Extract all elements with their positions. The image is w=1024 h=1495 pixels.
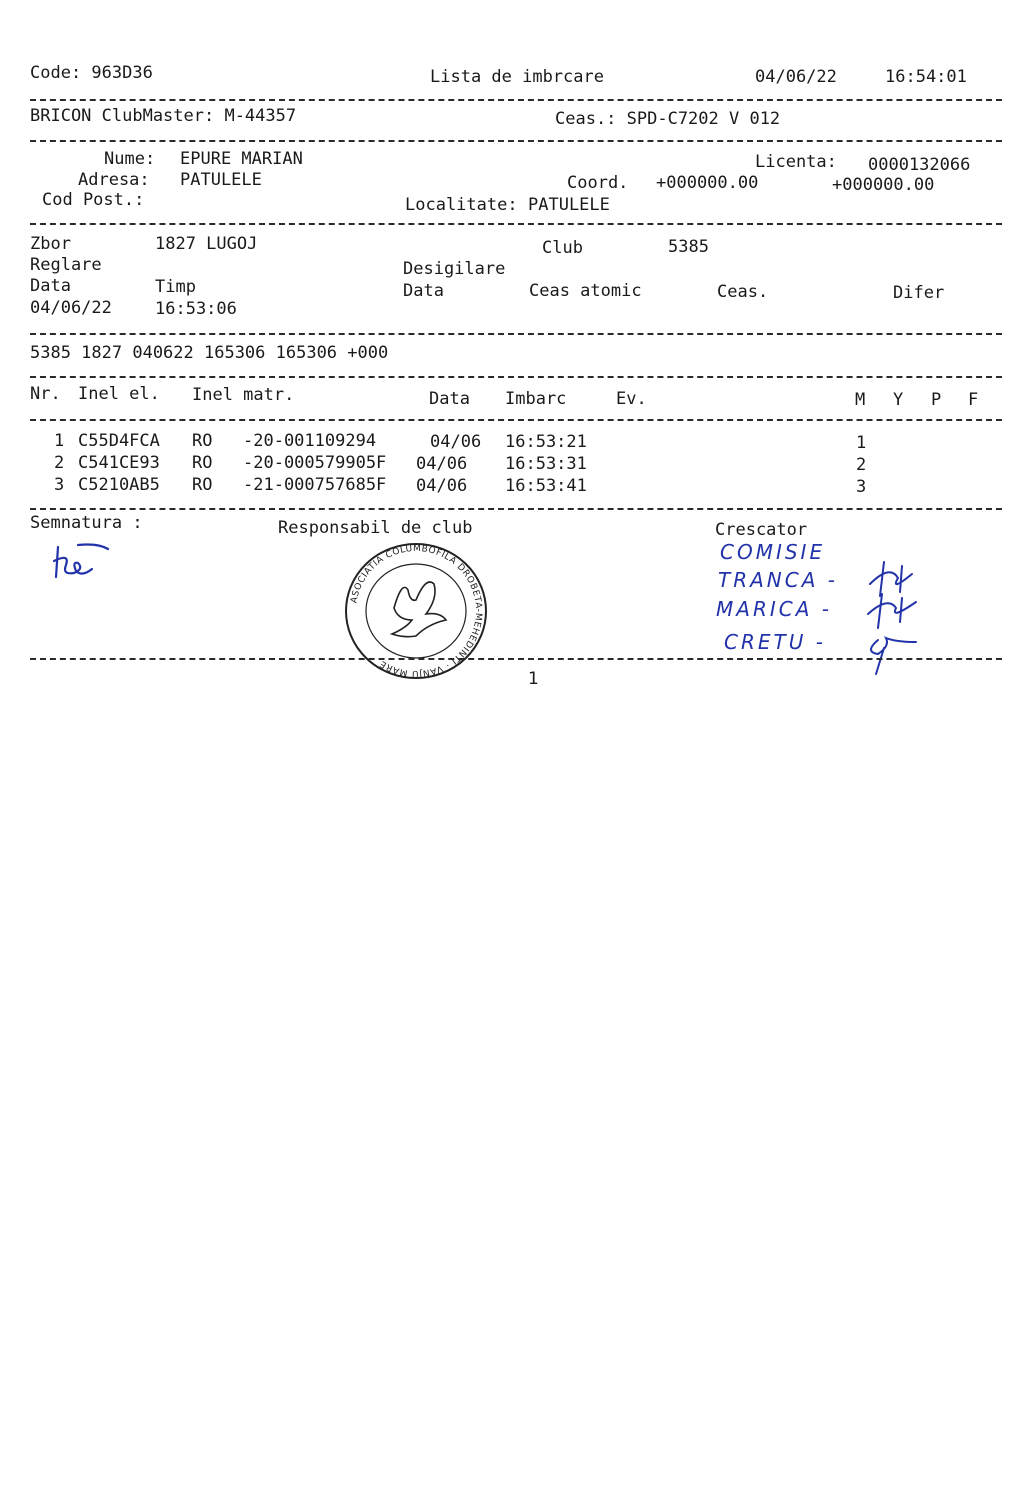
coord-x: +000000.00 (656, 173, 759, 193)
row-country: RO (192, 453, 213, 473)
reglare-date: 04/06/22 (30, 298, 112, 318)
col-y: Y (893, 390, 904, 410)
print-date: 04/06/22 (755, 67, 837, 87)
row-inel-matr: -20-000579905F (243, 453, 387, 473)
print-time: 16:54:01 (885, 67, 967, 87)
col-imbarc: Imbarc (505, 389, 567, 409)
col-m: M (855, 390, 866, 410)
document-code: Code: 963D36 (30, 63, 153, 83)
separator (30, 376, 1002, 378)
club-number: 5385 (668, 237, 709, 257)
desigilare-label: Desigilare (403, 259, 506, 279)
address-label: Adresa: (78, 170, 150, 190)
row-nr: 2 (54, 453, 65, 473)
locality: PATULELE (528, 195, 610, 215)
ceas-atomic-label: Ceas atomic (529, 281, 642, 301)
row-m: 3 (856, 477, 867, 497)
col-nr: Nr. (30, 384, 61, 404)
row-m: 2 (856, 455, 867, 475)
owner-address: PATULELE (180, 170, 262, 190)
signature-scribble (48, 535, 118, 585)
row-data: 04/06 (416, 476, 468, 496)
row-data: 04/06 (416, 454, 468, 474)
separator (30, 99, 1002, 101)
separator (30, 419, 1002, 421)
separator (30, 223, 1002, 225)
row-inel-el: C541CE93 (78, 453, 160, 473)
license-number: 0000132066 (868, 155, 971, 175)
owner-name: EPURE MARIAN (180, 149, 303, 169)
col-data: Data (429, 389, 470, 409)
row-data: 04/06 (430, 432, 482, 452)
coord-y: +000000.00 (832, 175, 935, 195)
handwritten-name-1: TRANCA - (718, 568, 838, 592)
reglare-label: Reglare (30, 255, 102, 275)
separator (30, 508, 1002, 510)
page-number: 1 (528, 669, 539, 689)
clock-id: Ceas.: SPD-C7202 V 012 (555, 109, 781, 129)
row-country: RO (192, 475, 213, 495)
row-m: 1 (856, 433, 867, 453)
club-responsible-label: Responsabil de club (278, 518, 473, 538)
row-nr: 3 (54, 475, 65, 495)
handwritten-commission: COMISIE (720, 540, 826, 564)
col-f: F (968, 390, 979, 410)
row-inel-matr: -20-001109294 (243, 431, 377, 451)
row-inel-matr: -21-000757685F (243, 475, 387, 495)
col-ev: Ev. (616, 389, 647, 409)
handwritten-name-3: CRETU - (724, 630, 826, 654)
document-title: Lista de imbrcare (430, 67, 604, 87)
row-imbarc: 16:53:21 (505, 432, 587, 452)
separator (30, 140, 1002, 142)
license-label: Licenta: (755, 152, 837, 172)
col-inel-el: Inel el. (78, 384, 160, 404)
desigilare-data-label: Data (403, 281, 444, 301)
reglare-timp-label: Timp (155, 277, 196, 297)
ceas-label: Ceas. (717, 282, 769, 302)
postal-label: Cod Post.: (42, 190, 145, 210)
flight-label: Zbor (30, 234, 71, 254)
row-imbarc: 16:53:41 (505, 476, 587, 496)
col-p: P (931, 390, 942, 410)
name-label: Nume: (104, 149, 156, 169)
separator (30, 658, 1002, 660)
separator (30, 333, 1002, 335)
clubmaster-id: BRICON ClubMaster: M-44357 (30, 106, 297, 126)
row-nr: 1 (54, 431, 65, 451)
breeder-label: Crescator (715, 520, 808, 540)
row-inel-el: C55D4FCA (78, 431, 160, 451)
difer-label: Difer (893, 283, 945, 303)
reglare-data-label: Data (30, 276, 71, 296)
col-inel-matr: Inel matr. (192, 385, 295, 405)
stamp-text: ASOCIATIA COLUMBOFILA DROBETA-MEHEDINTI · VANJU MARE (349, 543, 484, 679)
signature-label: Semnatura : (30, 513, 143, 533)
flight-value: 1827 LUGOJ (155, 234, 258, 254)
row-country: RO (192, 431, 213, 451)
reglare-time: 16:53:06 (155, 299, 237, 319)
locality-label: Localitate: (405, 195, 518, 215)
handwritten-name-2: MARICA - (716, 597, 832, 621)
club-label: Club (542, 238, 583, 258)
coord-label: Coord. (567, 173, 629, 193)
code-line: 5385 1827 040622 165306 165306 +000 (30, 343, 389, 363)
row-imbarc: 16:53:31 (505, 454, 587, 474)
association-stamp (342, 540, 490, 682)
row-inel-el: C5210AB5 (78, 475, 160, 495)
